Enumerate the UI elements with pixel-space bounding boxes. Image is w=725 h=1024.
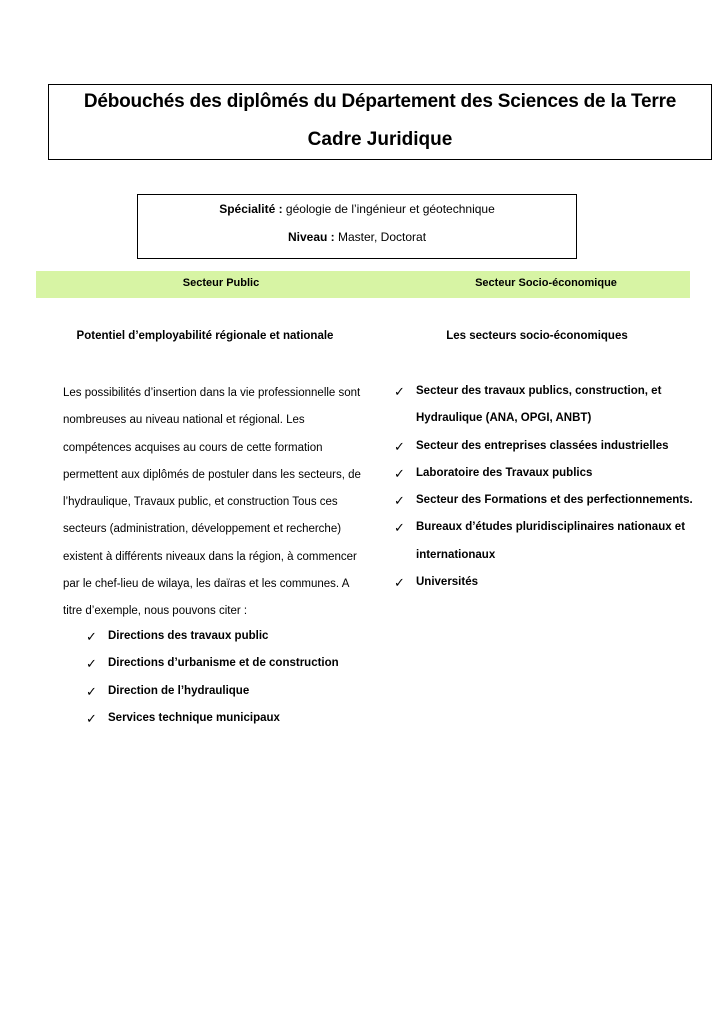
level-value: Master, Doctorat <box>338 230 427 244</box>
public-sector-paragraph: Les possibilités d’insertion dans la vie professionnelle sont nombreuses au niveau national et régional. Les compétences acquises au cours de cette formation permettent aux diplômés de postuler dans les secteurs, de l’hydraulique, Travaux public, et construction Tous ces secteurs (administration, développement et recherche) existent à différents niveaux dans la région, à commencer par le chef-lieu de wilaya, les daïras et les communes. A titre d’exemple, nous pouvons citer : <box>63 387 361 618</box>
document-title: Débouchés des diplômés du Département des Sciences de la Terre <box>83 91 677 112</box>
specialty-box <box>137 194 577 259</box>
list-item: ✓ Universités <box>416 569 696 596</box>
socio-sector-list <box>394 378 696 596</box>
checkmark-icon: ✓ <box>86 656 97 672</box>
checkmark-icon: ✓ <box>394 465 405 481</box>
checkmark-icon: ✓ <box>394 520 405 536</box>
list-item: ✓ Direction de l’hydraulique <box>108 678 388 705</box>
list-item: ✓ Services technique municipaux <box>108 705 388 732</box>
level-label: Niveau : <box>287 230 335 244</box>
list-item: ✓ Secteur des Formations et des perfectionnements. <box>416 487 696 514</box>
checkmark-icon: ✓ <box>394 384 405 399</box>
list-item: ✓ Secteur des travaux publics, construction, et Hydraulique (ANA, OPGI, ANBT) <box>416 378 696 433</box>
specialty-line <box>138 202 576 216</box>
list-item: ✓ Secteur des entreprises classées industrielles <box>416 433 696 460</box>
checkmark-icon: ✓ <box>86 629 97 644</box>
list-item: ✓ Bureaux d’études pluridisciplinaires nationaux et internationaux <box>416 514 696 569</box>
list-item: ✓ Directions des travaux public <box>108 623 388 650</box>
public-sector-header: Secteur Public <box>182 277 260 289</box>
checkmark-icon: ✓ <box>394 575 405 591</box>
checkmark-icon: ✓ <box>86 710 97 726</box>
public-sector-list <box>86 623 388 732</box>
specialty-label: Spécialité : <box>219 202 283 216</box>
socio-sector-header: Secteur Socio-économique <box>475 277 617 289</box>
title-box <box>48 84 712 160</box>
level-line <box>138 230 576 244</box>
socio-sector-heading: Les secteurs socio-économiques <box>446 330 628 342</box>
sector-header-bar <box>36 271 690 298</box>
checkmark-icon: ✓ <box>394 493 405 509</box>
public-sector-heading: Potentiel d’employabilité régionale et nationale <box>76 330 334 342</box>
checkmark-icon: ✓ <box>394 438 405 454</box>
list-item: ✓ Laboratoire des Travaux publics <box>416 460 696 487</box>
list-item: ✓ Directions d’urbanisme et de construction <box>108 650 388 677</box>
document-subtitle: Cadre Juridique <box>307 129 453 150</box>
specialty-value: géologie de l’ingénieur et géotechnique <box>285 202 495 216</box>
checkmark-icon: ✓ <box>86 683 97 699</box>
